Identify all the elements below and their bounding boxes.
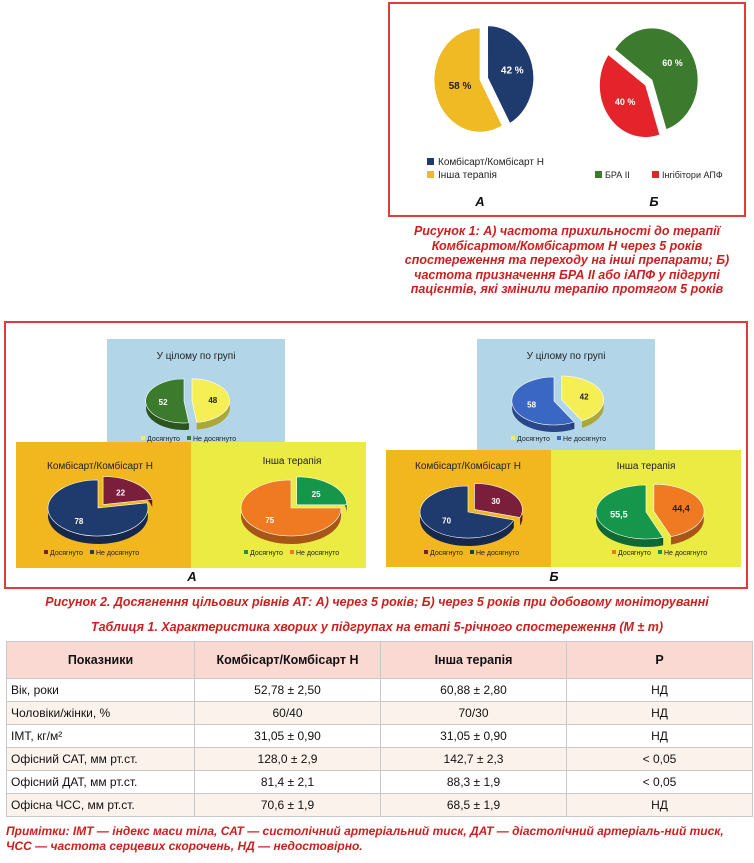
legend-swatch-fig2a_combi-1: [90, 550, 94, 554]
legend-label-fig2a_combi-0: Досягнуто: [50, 550, 83, 557]
fig2b-combi-title: Комбісарт/Комбісарт Н: [415, 461, 521, 472]
pie-label-fig1a-0: 42 %: [500, 65, 524, 77]
figure2-caption: Рисунок 2. Досягнення цільових рівнів АТ: А) через 5 років; Б) через 5 років при добовому моніторуванні: [45, 595, 709, 609]
legend-label-fig2b_total-0: Досягнуто: [517, 436, 550, 443]
pie-label-fig2b_other-1: 55,5: [610, 509, 628, 520]
figure2-chart: [6, 323, 746, 587]
table-cell: Вік, роки: [7, 679, 195, 702]
table-cell: Офісна ЧСС, мм рт.ст.: [7, 794, 195, 817]
fig2a-other-title: Інша терапія: [262, 456, 322, 467]
figure1-chart: [390, 4, 744, 215]
pie-label-fig2b_combi-0: 30: [491, 497, 501, 506]
table1-notes: Примітки: ІМТ — індекс маси тіла, САТ — систолічний артеріальний тиск, ДАТ — діастолічний артеріаль-ний тиск, ЧСС — частота серцевих скорочень, НД — недостовірно.: [6, 824, 724, 853]
table-row: [7, 679, 753, 702]
table-cell: 70,6 ± 1,9: [195, 794, 381, 817]
pie-label-fig1b-1: 40 %: [614, 97, 636, 108]
legend-swatch-fig2b_combi-1: [470, 550, 474, 554]
legend-swatch-fig2a_total-1: [187, 436, 191, 440]
table-cell: 128,0 ± 2,9: [195, 748, 381, 771]
fig2b-total-title: У цілому по групі: [526, 351, 606, 362]
legend-label-combisart: Комбісарт/Комбісарт Н: [438, 157, 544, 168]
legend-swatch-iapf: [652, 171, 659, 178]
legend-label-fig2a_total-0: Досягнуто: [147, 436, 180, 443]
legend-swatch-fig2b_total-0: [511, 436, 515, 440]
table-row: [7, 771, 753, 794]
pie-label-fig2b_combi-1: 70: [442, 516, 452, 526]
table1-container: [6, 641, 753, 817]
legend-swatch-fig2a_other-0: [244, 550, 248, 554]
legend-label-bra: БРА ІІ: [605, 170, 630, 180]
pie-label-fig2a_total-1: 52: [158, 397, 168, 407]
table-cell: Офісний САТ, мм рт.ст.: [7, 748, 195, 771]
legend-label-fig2b_other-0: Досягнуто: [618, 550, 651, 557]
table-cell: 52,78 ± 2,50: [195, 679, 381, 702]
table-row: [7, 794, 753, 817]
pie-label-fig2a_total-0: 48: [208, 395, 218, 405]
table-row: [7, 725, 753, 748]
figure1-caption: Рисунок 1: А) частота прихильності до терапії Комбісартом/Комбісартом Н через 5 років спостереження та переходу на інші препарати; Б) частота призначення БРА II або іАПФ у підгрупі пацієнтів, які змінили терапію протягом 5 років: [404, 224, 730, 296]
table-header-cell: Р: [567, 642, 753, 679]
legend-label-fig2b_other-1: Не досягнуто: [664, 550, 708, 557]
pie-label-fig2a_combi-0: 22: [116, 488, 126, 498]
table-cell: 142,7 ± 2,3: [381, 748, 567, 771]
table-cell: ІМТ, кг/м²: [7, 725, 195, 748]
table-cell: НД: [567, 679, 753, 702]
table-cell: 60/40: [195, 702, 381, 725]
legend-label-fig2b_combi-1: Не досягнуто: [476, 550, 520, 557]
pie-fig1a: [434, 26, 534, 132]
legend-label-iapf: Інгібітори АПФ: [662, 170, 723, 180]
table-cell: НД: [567, 794, 753, 817]
figure2-panel-b-letter: Б: [549, 569, 559, 584]
legend-label-fig2b_total-1: Не досягнуто: [563, 436, 607, 443]
legend-swatch-fig2b_total-1: [557, 436, 561, 440]
pie-label-fig1a-1: 58 %: [448, 80, 472, 92]
table-cell: 31,05 ± 0,90: [381, 725, 567, 748]
legend-swatch-fig2b_other-1: [658, 550, 662, 554]
table-header-cell: Показники: [7, 642, 195, 679]
legend-swatch-fig2b_other-0: [612, 550, 616, 554]
table-cell: 70/30: [381, 702, 567, 725]
pie-fig1b: [600, 28, 698, 137]
figure2-panel-a-letter: А: [187, 569, 197, 584]
table-row: [7, 748, 753, 771]
legend-label-fig2a_combi-1: Не досягнуто: [96, 550, 140, 557]
table-cell: НД: [567, 725, 753, 748]
table-cell: < 0,05: [567, 748, 753, 771]
legend-label-fig2b_combi-0: Досягнуто: [430, 550, 463, 557]
table-cell: 31,05 ± 0,90: [195, 725, 381, 748]
pie-label-fig2b_other-0: 44,4: [672, 503, 690, 514]
table-cell: 60,88 ± 2,80: [381, 679, 567, 702]
legend-swatch-combisart: [427, 158, 434, 165]
fig2a-combi-title: Комбісарт/Комбісарт Н: [47, 461, 153, 472]
legend-swatch-other: [427, 171, 434, 178]
legend-label-other: Інша терапія: [438, 170, 497, 181]
legend-swatch-bra: [595, 171, 602, 178]
table-cell: 68,5 ± 1,9: [381, 794, 567, 817]
legend-label-fig2a_other-0: Досягнуто: [250, 550, 283, 557]
pie-label-fig2b_total-1: 58: [527, 400, 537, 410]
pie-label-fig2a_combi-1: 78: [74, 516, 84, 526]
table-row: [7, 702, 753, 725]
table-cell: Офісний ДАТ, мм рт.ст.: [7, 771, 195, 794]
pie-label-fig2a_other-1: 75: [265, 515, 275, 525]
table-cell: < 0,05: [567, 771, 753, 794]
table-cell: Чоловіки/жінки, %: [7, 702, 195, 725]
legend-swatch-fig2b_combi-0: [424, 550, 428, 554]
pie-label-fig2a_other-0: 25: [311, 489, 321, 499]
legend-label-fig2a_other-1: Не досягнуто: [296, 550, 340, 557]
table-header-cell: Інша терапія: [381, 642, 567, 679]
table1-title: Таблиця 1. Характеристика хворих у підгрупах на етапі 5-річного спостереження (M ± m): [90, 620, 664, 634]
fig2a-total-title: У цілому по групі: [156, 351, 236, 362]
figure1-panel-b-letter: Б: [649, 194, 659, 209]
pie-label-fig1b-0: 60 %: [662, 58, 683, 69]
legend-label-fig2a_total-1: Не досягнуто: [193, 436, 237, 443]
table1: [6, 641, 753, 817]
legend-swatch-fig2a_combi-0: [44, 550, 48, 554]
fig2b-other-title: Інша терапія: [616, 461, 676, 472]
figure1-panel-a-letter: А: [475, 194, 485, 209]
table-cell: НД: [567, 702, 753, 725]
table-cell: 88,3 ± 1,9: [381, 771, 567, 794]
table-header-cell: Комбісарт/Комбісарт Н: [195, 642, 381, 679]
legend-swatch-fig2a_other-1: [290, 550, 294, 554]
table-header-row: [7, 642, 753, 679]
legend-swatch-fig2a_total-0: [141, 436, 145, 440]
pie-label-fig2b_total-0: 42: [579, 392, 589, 402]
table-cell: 81,4 ± 2,1: [195, 771, 381, 794]
